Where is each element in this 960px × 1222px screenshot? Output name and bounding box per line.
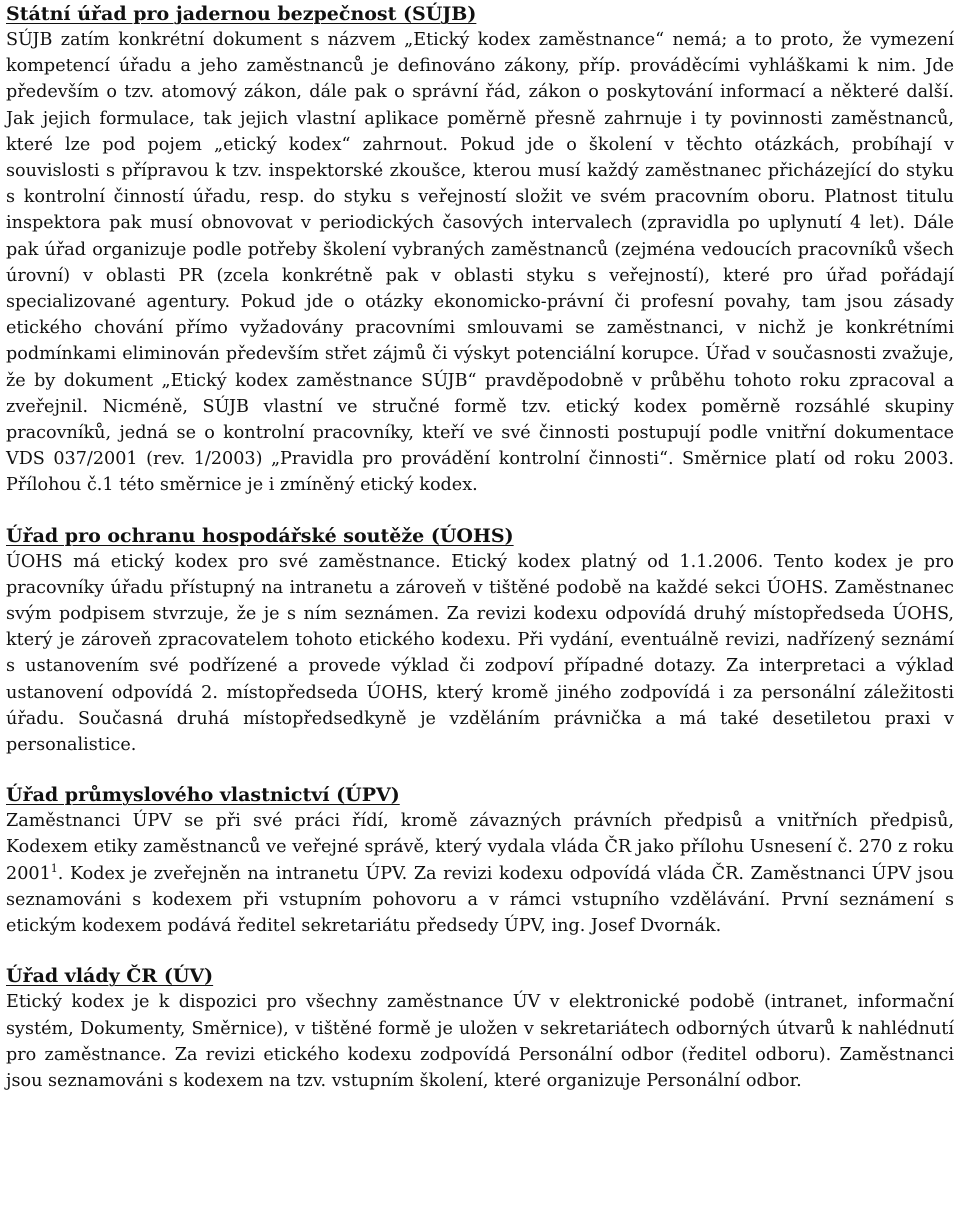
section-heading: Úřad průmyslového vlastnictví (ÚPV) bbox=[6, 784, 400, 807]
section-heading: Úřad pro ochranu hospodářské soutěže (ÚOHS) bbox=[6, 524, 514, 547]
section-paragraph bbox=[6, 808, 954, 939]
section-uv bbox=[6, 962, 954, 1094]
section-uohs bbox=[6, 522, 954, 759]
section-paragraph: Etický kodex je k dispozici pro všechny zaměstnance ÚV v elektronické podobě (intranet, informační systém, Dokumenty, Směrnice), v tištěné formě je uložen v sekretariátech odborných útvarů k nahlédnutí pro zaměstnance. Za revizi etického kodexu zodpovídá Personální odbor (ředitel odboru). Zaměstnanci jsou seznamováni s kodexem na tzv. vstupním školení, které organizuje Personální odbor. bbox=[6, 992, 954, 1091]
paragraph-text-part: . Kodex je zveřejněn na intranetu ÚPV. Za revizi kodexu odpovídá vláda ČR. Zaměstnanci ÚPV jsou seznamováni s kodexem při vstupním pohovoru a v rámci vstupního vzdělávání. První seznámení s etickým kodexem podává ředitel sekretariátu předsedy ÚPV, ing. Josef Dvornák. bbox=[6, 863, 954, 937]
paragraph-text-part: Zaměstnanci ÚPV se při své práci řídí, kromě závazných právních předpisů a vnitřních předpisů, Kodexem etiky zaměstnanců ve veřejné správě, který vydala vláda ČR jako přílohu Usnesení č. 270 z roku 2001 bbox=[6, 811, 954, 884]
section-heading: Státní úřad pro jadernou bezpečnost (SÚJB) bbox=[6, 3, 477, 25]
section-upv bbox=[6, 781, 954, 939]
footnote-reference[interactable]: 1 bbox=[50, 861, 58, 875]
section-paragraph: ÚOHS má etický kodex pro své zaměstnance. Etický kodex platný od 1.1.2006. Tento kodex je pro pracovníky úřadu přístupný na intranetu a zároveň v tištěné podobě na každé sekci ÚOHS. Zaměstnanec svým podpisem stvrzuje, že je s ním seznámen. Za revizi kodexu odpovídá druhý místopředseda ÚOHS, který je zároveň zpracovatelem tohoto etického kodexu. Při vydání, eventuálně revizi, nadřízený seznámí s ustanovením své podřízené a provede výklad či zodpoví případné dotazy. Za interpretaci a výklad ustanovení odpovídá 2. místopředseda ÚOHS, který kromě jiného zodpovídá i za personální záležitosti úřadu. Současná druhá místopředsedkyně je vzděláním právnička a má také desetiletou praxi v personalistice. bbox=[6, 551, 954, 756]
section-heading: Úřad vlády ČR (ÚV) bbox=[6, 965, 214, 988]
section-sujb bbox=[6, 0, 954, 499]
section-paragraph: SÚJB zatím konkrétní dokument s názvem „Etický kodex zaměstnance“ nemá; a to proto, že vymezení kompetencí úřadu a jeho zaměstnanců je definováno zákony, příp. prováděcími vyhláškami k nim. Jde především o tzv. atomový zákon, dále pak o správní řád, zákon o poskytování informací a některé další. Jak jejich formulace, tak jejich vlastní aplikace poměrně přesně zahrnuje i ty povinnosti zaměstnanců, které lze pod pojem „etický kodex“ zahrnout. Pokud jde o školení v těchto otázkách, probíhají v souvislosti s přípravou k tzv. inspektorské zkoušce, kterou musí každý zaměstnanec přicházející do styku s kontrolní činností úřadu, resp. do styku s veřejností složit ve svém pracovním oboru. Platnost titulu inspektora pak musí obnovovat v periodických časových intervalech (zpravidla po uplynutí 4 let). Dále pak úřad organizuje podle potřeby školení vybraných zaměstnanců (zejména vedoucích pracovníků všech úrovní) v oblasti PR (zcela konkrétně pak v oblasti styku s veřejností), které pro úřad pořádají specializované agentury. Pokud jde o otázky ekonomicko-právní či profesní povahy, tam jsou zásady etického chování přímo vyžadovány pracovními smlouvami se zaměstnanci, v nichž je konkrétními podmínkami eliminován především střet zájmů či výskyt potenciální korupce. Úřad v současnosti zvažuje, že by dokument „Etický kodex zaměstnance SÚJB“ pravděpodobně v průběhu tohoto roku zpracoval a zveřejnil. Nicméně, SÚJB vlastní ve stručné formě tzv. etický kodex poměrně rozsáhlé skupiny pracovníků, jedná se o kontrolní pracovníky, kteří ve své činnosti postupují podle vnitřní dokumentace VDS 037/2001 (rev. 1/2003) „Pravidla pro provádění kontrolní činnosti“. Směrnice platí od roku 2003. Přílohou č.1 této směrnice je i zmíněný etický kodex. bbox=[6, 30, 954, 496]
